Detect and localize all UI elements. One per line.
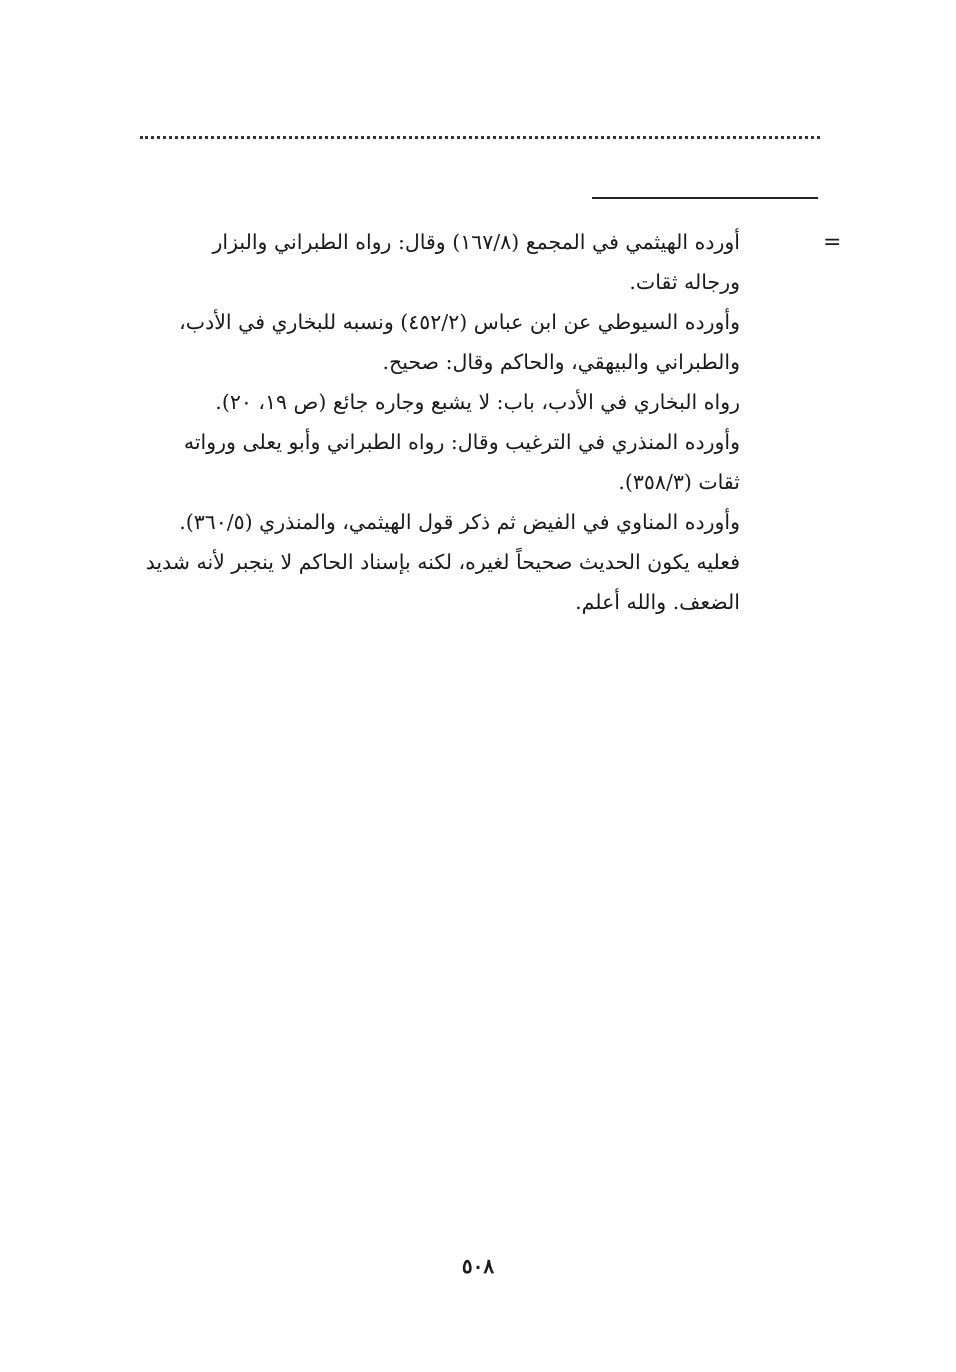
footnote-text — [120, 222, 740, 622]
footnote-line: رواه البخاري في الأدب، باب: لا يشبع وجاره جائع (ص ١٩، ٢٠). — [215, 390, 740, 414]
footnote-line: وأورده المنذري في الترغيب وقال: رواه الطبراني وأبو يعلى ورواته — [183, 430, 740, 454]
footnote-line: أورده الهيثمي في المجمع (١٦٧/٨) وقال: رواه الطبراني والبزار — [212, 230, 740, 254]
footnote-line: وأورده المناوي في الفيض ثم ذكر قول الهيثمي، والمنذري (٣٦٠/٥). — [179, 510, 740, 534]
footnote-line: والطبراني والبيهقي، والحاكم وقال: صحيح. — [382, 350, 740, 374]
footnote-line: ورجاله ثقات. — [629, 270, 740, 294]
footnote-line: فعليه يكون الحديث صحيحاً لغيره، لكنه بإسناد الحاكم لا ينجبر لأنه شديد — [145, 550, 740, 574]
footnote-line: الضعف. والله أعلم. — [575, 590, 740, 614]
footnote-separator-line — [592, 197, 818, 199]
page-number: ٥٠٨ — [461, 1254, 495, 1278]
footnote-line: وأورده السيوطي عن ابن عباس (٤٥٢/٢) ونسبه للبخاري في الأدب، — [179, 310, 740, 334]
dotted-separator — [140, 136, 820, 139]
footnote-line: ثقات (٣٥٨/٣). — [618, 470, 740, 494]
footnote-continuation-mark: = — [823, 230, 842, 255]
